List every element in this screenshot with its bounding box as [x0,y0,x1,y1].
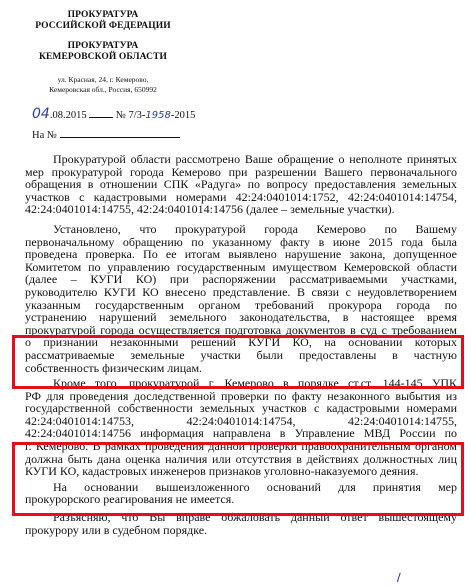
reference-label: На № [32,130,57,141]
body-line: Комитетом по управлению государственным имуществом Кемеровской области [25,259,457,274]
body-line: о признании незаконными решений КУГИ КО, на основании которых [25,335,457,350]
body-line: КУГИ КО, кадастровых инженеров признаков уголовно-наказуемого деяния. [25,464,419,479]
body-line: государственной собственности земельных участков с кадастровыми номерами [25,401,457,416]
body-line: прокурорского реагирования не имеется. [25,492,235,507]
body-line: Установлено, что прокуратурой города Кемерово по Вашему [53,221,457,236]
body-line: г. Кемерово. В рамках проведения данной проверки правоохранительным органом [25,439,457,454]
body-line: 42:24:0401014:14756 информация направлена в Управление МВД России по [25,426,457,441]
reference-line [32,130,180,141]
body-line: указанным государственным органом требований прокурора города по [25,297,457,312]
body-line: мер прокуратурой города Кемерово при разрешении Вашего первоначального [25,164,457,179]
date-day-handwritten: 04 [32,106,50,122]
body-line: 42:24:0401014:14755, 42:24:0401014:14756 (далее – земельные участки). [25,202,395,217]
body-line: должна быть дана оценка наличия или отсутствия в действиях должностных лиц [25,451,457,466]
body-line: устранению нарушений земельного законодательства, в настоящее время [25,310,457,325]
date-month-year: .08.2015 [49,110,87,121]
address-line2: Кемеровская обл., Россия, 650992 [49,85,157,94]
body-line: РФ для проведения доследственной проверки по факту незаконного выбытия из [25,388,457,403]
number-suffix: -2015 [170,110,196,121]
body-line: первоначальному обращению по указанному факту в июне 2015 года была [25,234,457,249]
body-line: прокурору или в судебном порядке. [25,522,208,537]
body-line: прокуратурой города осуществляется подготовка документов в суд с требованием [25,322,457,337]
office-name-line1: ПРОКУРАТУРА [67,41,139,51]
body-line: руководителю КУГИ КО внесено представление. В связи с неудовлетворением [25,284,457,299]
body-line: рассматриваемые земельные участки были предоставлены в частную [25,347,457,362]
number-value: 7/3- [128,110,146,121]
body-line: обращения в отношении СПК «Радуга» по вопросу предоставления земельных [25,177,457,192]
address-line1: ул. Красная, 24, г. Кемерово, [57,75,149,84]
body-line: собственность физическим лицам. [25,360,203,375]
body-line: На основании вышеизложенного оснований для принятия мер [53,479,457,494]
number-handwritten: 1958 [145,110,171,121]
body-line: участков с кадастровыми номерами 42:24:0401014:1752, 42:24:0401014:14754, [25,189,457,204]
pen-mark-icon [397,573,411,586]
outgoing-date-number [32,106,232,122]
body-line: (далее – КУГИ КО) при распоряжении рассматриваемыми участками, [25,272,457,287]
body-line: Кроме того, прокуратурой г. Кемерово в порядке ст.ст. 144-145 УПК [53,376,457,391]
body-line: проведена проверка. По ее итогам выявлено нарушение закона, допущенное [25,247,457,262]
body-line: Прокуратурой области рассмотрено Ваше обращение о неполноте принятых [53,152,457,166]
body-line: Разъясняю, что Вы вправе обжаловать данный ответ вышестоящему [53,510,457,525]
highlight-box-court-filing [12,335,464,389]
number-prefix: № [115,110,126,121]
body-line: 42:24:0401014:14753, 42:24:0401014:14754, 42:24:0401014:14755, [25,413,457,428]
org-name-line2: РОССИЙСКОЙ ФЕДЕРАЦИИ [35,21,171,31]
letterhead [18,10,188,95]
office-name-line2: КЕМЕРОВСКОЙ ОБЛАСТИ [38,52,168,62]
highlight-box-police-referral [12,439,464,516]
org-name-line1: ПРОКУРАТУРА [67,10,139,20]
